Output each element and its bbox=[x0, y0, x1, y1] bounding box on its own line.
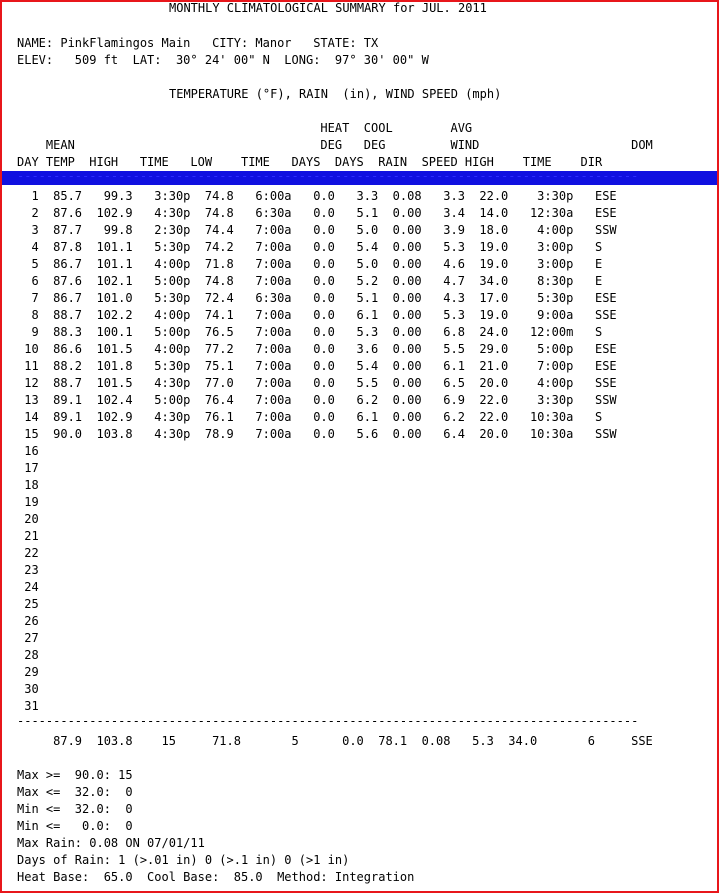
table-row: 15 90.0 103.8 4:30p 78.9 7:00a 0.0 5.6 0.00 6.4 20.0 10:30a SSW bbox=[17, 427, 617, 441]
table-row: 5 86.7 101.1 4:00p 71.8 7:00a 0.0 5.0 0.00 4.6 19.0 3:00p E bbox=[17, 257, 603, 271]
table-row: 23 bbox=[17, 563, 39, 577]
table-row: 14 89.1 102.9 4:30p 76.1 7:00a 0.0 6.1 0.00 6.2 22.0 10:30a S bbox=[17, 410, 603, 424]
totals-separator: -------------------------------------------------------------------------------------- bbox=[17, 714, 639, 728]
summary-footer bbox=[17, 767, 414, 886]
table-row: 13 89.1 102.4 5:00p 76.4 7:00a 0.0 6.2 0.00 6.9 22.0 3:30p SSW bbox=[17, 393, 617, 407]
table-row: 20 bbox=[17, 512, 39, 526]
footer-line: Days of Rain: 1 (>.01 in) 0 (>.1 in) 0 (>1 in) bbox=[17, 853, 350, 867]
header-separator-dashes: -------------------------------------------------------------------------------------- bbox=[17, 169, 639, 183]
column-headers bbox=[17, 120, 653, 171]
table-row: 25 bbox=[17, 597, 39, 611]
table-row: 12 88.7 101.5 4:30p 77.0 7:00a 0.0 5.5 0.00 6.5 20.0 4:00p SSE bbox=[17, 376, 617, 390]
table-row: 3 87.7 99.8 2:30p 74.4 7:00a 0.0 5.0 0.00 3.9 18.0 4:00p SSW bbox=[17, 223, 617, 237]
station-name-line: NAME: PinkFlamingos Main CITY: Manor STATE: TX bbox=[17, 36, 379, 50]
table-row: 1 85.7 99.3 3:30p 74.8 6:00a 0.0 3.3 0.08 3.3 22.0 3:30p ESE bbox=[17, 189, 617, 203]
footer-line: Max Rain: 0.08 ON 07/01/11 bbox=[17, 836, 205, 850]
station-location-line: ELEV: 509 ft LAT: 30° 24' 00" N LONG: 97° 30' 00" W bbox=[17, 53, 429, 67]
table-row: 28 bbox=[17, 648, 39, 662]
table-row: 9 88.3 100.1 5:00p 76.5 7:00a 0.0 5.3 0.00 6.8 24.0 12:00m S bbox=[17, 325, 603, 339]
table-row: 7 86.7 101.0 5:30p 72.4 6:30a 0.0 5.1 0.00 4.3 17.0 5:30p ESE bbox=[17, 291, 617, 305]
table-row: 24 bbox=[17, 580, 39, 594]
table-row: 17 bbox=[17, 461, 39, 475]
table-row: 21 bbox=[17, 529, 39, 543]
table-row: 19 bbox=[17, 495, 39, 509]
table-row: 11 88.2 101.8 5:30p 75.1 7:00a 0.0 5.4 0.00 6.1 21.0 7:00p ESE bbox=[17, 359, 617, 373]
table-row: 27 bbox=[17, 631, 39, 645]
table-row: 2 87.6 102.9 4:30p 74.8 6:30a 0.0 5.1 0.00 3.4 14.0 12:30a ESE bbox=[17, 206, 617, 220]
table-row: 16 bbox=[17, 444, 39, 458]
table-row: 31 bbox=[17, 699, 39, 713]
footer-line: Min <= 32.0: 0 bbox=[17, 802, 133, 816]
table-row: 6 87.6 102.1 5:00p 74.8 7:00a 0.0 5.2 0.00 4.7 34.0 8:30p E bbox=[17, 274, 603, 288]
table-row: 29 bbox=[17, 665, 39, 679]
table-row: 4 87.8 101.1 5:30p 74.2 7:00a 0.0 5.4 0.00 5.3 19.0 3:00p S bbox=[17, 240, 603, 254]
footer-line: Heat Base: 65.0 Cool Base: 85.0 Method: Integration bbox=[17, 870, 415, 884]
table-row: 10 86.6 101.5 4:00p 77.2 7:00a 0.0 3.6 0.00 5.5 29.0 5:00p ESE bbox=[17, 342, 617, 356]
header-line-3: DAY TEMP HIGH TIME LOW TIME DAYS DAYS RAIN SPEED HIGH TIME DIR bbox=[17, 155, 603, 169]
station-info bbox=[17, 35, 429, 69]
footer-line: Max >= 90.0: 15 bbox=[17, 768, 133, 782]
units-line: TEMPERATURE (°F), RAIN (in), WIND SPEED (mph) bbox=[169, 87, 502, 101]
header-line-2: MEAN DEG DEG WIND DOM bbox=[17, 138, 653, 152]
daily-rows bbox=[17, 188, 617, 715]
totals-row: 87.9 103.8 15 71.8 5 0.0 78.1 0.08 5.3 34.0 6 SSE bbox=[17, 734, 653, 748]
table-row: 26 bbox=[17, 614, 39, 628]
table-row: 30 bbox=[17, 682, 39, 696]
table-row: 8 88.7 102.2 4:00p 74.1 7:00a 0.0 6.1 0.00 5.3 19.0 9:00a SSE bbox=[17, 308, 617, 322]
header-line-1: HEAT COOL AVG bbox=[17, 121, 473, 135]
footer-line: Max <= 32.0: 0 bbox=[17, 785, 133, 799]
report-title: MONTHLY CLIMATOLOGICAL SUMMARY for JUL. 2011 bbox=[169, 1, 487, 15]
table-row: 18 bbox=[17, 478, 39, 492]
footer-line: Min <= 0.0: 0 bbox=[17, 819, 133, 833]
table-row: 22 bbox=[17, 546, 39, 560]
